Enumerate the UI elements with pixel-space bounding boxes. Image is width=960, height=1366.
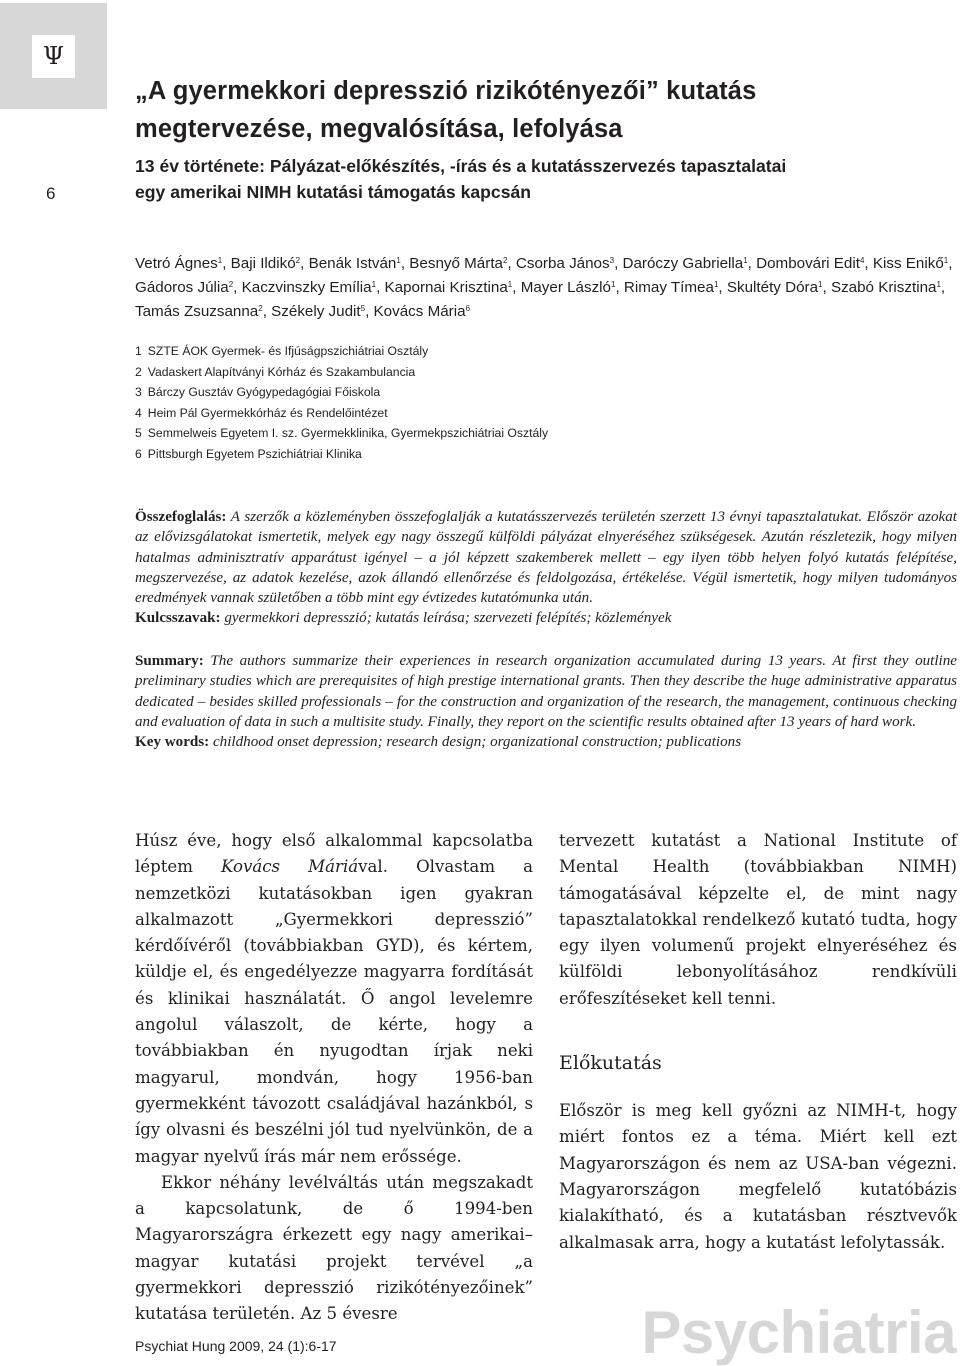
- body-text: Húsz éve, hogy első alkalommal kapcsolatba léptem: [135, 831, 533, 877]
- author-affiliation-sup: 1: [943, 256, 949, 265]
- affiliation-text: Bárczy Gusztáv Gyógypedagógiai Főiskola: [147, 385, 381, 399]
- author-item: [756, 255, 864, 272]
- author-item: [135, 303, 263, 320]
- author-name: Besnyő Márta: [409, 255, 503, 272]
- affiliation-number: 4: [135, 405, 142, 420]
- affiliation-item: [135, 403, 935, 424]
- author-affiliation-sup: 4: [859, 256, 865, 265]
- author-name: Szabó Krisztina: [830, 278, 937, 296]
- author-item: [374, 303, 470, 320]
- author-affiliation-sup: 1: [371, 279, 377, 289]
- author-name: Benák István: [308, 255, 397, 272]
- title-line-2: megtervezése, megvalósítása, lefolyása: [135, 115, 623, 143]
- abstract-hu-body: [135, 507, 957, 608]
- journal-brand: Psychiatria: [641, 1299, 956, 1366]
- body-paragraph-1: [135, 828, 533, 1170]
- abstract-english: [135, 651, 957, 752]
- affiliation-text: Vadaskert Alapítványi Kórház és Szakambulancia: [147, 364, 416, 379]
- keywords-en-label: Key words:: [135, 734, 210, 751]
- author-item: [309, 255, 401, 272]
- affiliation-list: [135, 341, 935, 464]
- affiliation-text: SZTE ÁOK Gyermek- és Ifjúságpszichiátriai Osztály: [147, 344, 429, 358]
- author-item: [516, 255, 614, 272]
- keywords-hu-text: gyermekkori depresszió; kutatás leírása; szervezeti felépítés; közlemények: [220, 610, 672, 627]
- body-paragraph-2: Ekkor néhány levélváltás után megszakadt a kapcsolatunk, de ő 1994-ben Magyarországra érkezett egy nagy amerikai–magyar kutatási projekt tervével „a gyermekkori depresszió rizikótényezőinek” kutatása területén. Az 5 évesre: [135, 1172, 533, 1324]
- author-affiliation-sup: 2: [295, 256, 301, 265]
- author-item: [831, 279, 941, 296]
- keywords-en-text: childhood onset depression; research design; organizational construction; publications: [209, 734, 742, 751]
- author-item: [727, 279, 823, 296]
- author-item: [873, 255, 948, 272]
- author-affiliation-sup: 2: [502, 256, 508, 265]
- author-item: [135, 279, 233, 296]
- body-column-right: [559, 828, 957, 1256]
- person-name-emphasis: Kovács Máriá: [221, 857, 359, 877]
- article-title: [135, 72, 935, 148]
- journal-citation: Psychiat Hung 2009, 24 (1):6-17: [135, 1338, 337, 1354]
- author-item: [135, 255, 222, 272]
- subtitle-line-2: egy amerikai NIMH kutatási támogatás kapcsán: [135, 182, 532, 202]
- author-item: [271, 303, 365, 320]
- keywords-en: [135, 732, 957, 752]
- body-column-left: [135, 828, 533, 1328]
- article-subtitle: [135, 153, 955, 205]
- author-name: Dombovári Edit: [756, 255, 860, 272]
- author-name: Skultéty Dóra: [726, 278, 819, 296]
- author-name: Gádoros Júlia: [135, 278, 229, 296]
- author-name: Kaczvinszky Emília: [241, 278, 372, 296]
- keywords-hu: [135, 608, 957, 628]
- body-paragraph-3: tervezett kutatást a National Institute of Mental Health (továbbiakban NIMH) támogatásával képzelte el, de mint nagy tapasztalatokkal rendelkező kutató tudta, hogy egy ilyen volumenű projekt elnyeréséhez és külföldi lebonyolításához rendkívüli erőfeszítéseket kell tenni.: [559, 831, 957, 1008]
- author-affiliation-sup: 1: [936, 279, 941, 289]
- abstract-hungarian: [135, 507, 957, 629]
- author-affiliation-sup: 1: [611, 279, 616, 289]
- journal-logo-box: [0, 3, 107, 109]
- author-name: Rimay Tímea: [623, 278, 714, 296]
- author-name: Tamás Zsuzsanna: [135, 302, 259, 320]
- author-name: Daróczy Gabriella: [622, 255, 744, 272]
- abstract-en-text: The authors summarize their experiences in research organization accumulated during 13 years. At first they outline preliminary studies which are prerequisites of high prestige international grants. Then they describe the huge administrative apparatus dedicated – besides skilled professionals – for the construction and organization of the research, the management, continuous checking and evaluation of data in such a multisite study. Finally, they report on the scientific results obtained after 13 years of hard work.: [135, 653, 957, 730]
- title-line-1: „A gyermekkori depresszió rizikótényezői” kutatás: [135, 77, 757, 105]
- affiliation-item: [135, 382, 935, 403]
- author-name: Székely Judit: [271, 302, 361, 320]
- body-paragraph-4: Először is meg kell győzni az NIMH-t, hogy miért fontos ez a téma. Miért kell ezt Magyarországon és nem az USA-ban végezni. Magyarországon megfelelő kutatóbázis kialakítható, és a kutatásban résztvevők alkalmasak arra, hogy a kutatást lefolytassák.: [559, 1101, 957, 1252]
- keywords-hu-label: Kulcsszavak:: [135, 610, 221, 627]
- author-affiliation-sup: 5: [360, 303, 366, 313]
- affiliation-number: 6: [135, 446, 142, 461]
- author-name: Mayer László: [520, 278, 612, 296]
- author-name: Csorba János: [515, 255, 610, 272]
- abstract-en-label: Summary:: [135, 653, 204, 669]
- author-affiliation-sup: 1: [713, 279, 719, 289]
- author-name: Baji Ildikó: [230, 255, 296, 272]
- abstract-hu-label: Összefoglalás:: [135, 509, 227, 525]
- affiliation-number: 1: [135, 344, 142, 358]
- author-item: [521, 279, 616, 296]
- author-affiliation-sup: 1: [507, 279, 513, 289]
- author-item: [624, 279, 718, 296]
- author-item: [385, 279, 513, 296]
- affiliation-text: Pittsburgh Egyetem Pszichiátriai Klinika: [147, 446, 362, 461]
- affiliation-text: Heim Pál Gyermekkórház és Rendelőintézet: [147, 405, 388, 420]
- author-item: [623, 255, 748, 272]
- author-affiliation-sup: 1: [818, 279, 823, 289]
- body-text: val. Olvastam a nemzetközi kutatásokban igen gyakran alkalmazott „Gyermekkori depresszió” kérdőívéről (továbbiakban GYD), és kértem, küldje el, és engedélyezze magyarra fordítását és klinikai használatát. Ő angol levelemre angolul válaszolt, de kérte, hogy a továbbiakban én nyugodtan írjak neki magyarul, mondván, hogy 1956-ban gyermekként távozott családjával hazánkból, s így olvasni és beszélni jól tud nyelvünkön, de a magyar nyelvű írás már nem erőssége.: [135, 857, 534, 1166]
- author-name: Vetró Ágnes: [135, 255, 218, 272]
- affiliation-item: [135, 362, 935, 383]
- subtitle-line-1: 13 év története: Pályázat-előkészítés, -írás és a kutatásszervezés tapasztalatai: [135, 156, 787, 176]
- author-item: [409, 255, 507, 272]
- author-list: Vetró Ágnes$^1$, Baji Ildikó$^2$, Benák István$^1$, Besnyő Márta$^2$, Csorba János$^3$, Daróczy Gabriella$^1$, Dombovári Edit$^4$, Kiss Enikő$^1$, Gádoros Júlia$^2$, Kaczvinszky Emília$^1$, Kapornai Krisztina$^1$, Mayer László$^1$, Rimay Tímea$^1$, Skultéty Dóra$^1$, Szabó Krisztina$^1$, Tamás Zsuzsanna$^2$, Székely Judit$^5$, Kovács Mária$^6$: [135, 255, 953, 320]
- author-affiliation-sup: 1: [743, 256, 748, 265]
- psi-logo-icon: Ψ: [32, 35, 75, 78]
- author-affiliation-sup: 1: [396, 256, 401, 265]
- affiliation-number: 2: [135, 364, 142, 379]
- affiliation-text: Semmelweis Egyetem I. sz. Gyermekklinika, Gyermekpszichiátriai Osztály: [147, 426, 549, 440]
- author-affiliation-sup: 2: [228, 279, 234, 289]
- author-item: [242, 279, 376, 296]
- author-name: Kapornai Krisztina: [384, 278, 508, 296]
- affiliation-item: [135, 444, 935, 465]
- affiliation-number: 3: [135, 385, 142, 399]
- section-heading: Előkutatás: [559, 1052, 662, 1075]
- author-name: Kiss Enikő: [872, 255, 944, 272]
- author-affiliation-sup: 6: [465, 303, 471, 313]
- affiliation-item: [135, 423, 935, 444]
- author-affiliation-sup: 1: [217, 256, 223, 265]
- author-item: [231, 255, 300, 272]
- author-name: Kovács Mária: [373, 302, 466, 320]
- abstract-en-body: [135, 651, 957, 732]
- author-affiliation-sup: 2: [258, 303, 263, 313]
- abstract-hu-text: A szerzők a közleményben összefoglalják a kutatásszervezés területén szerzett 13 évnyi tapasztalatukat. Először azokat az elővizsgálatokat ismertetik, melyek egy nagy összegű külföldi pályázat elnyeréséhez szükségesek. Azután részletezik, hogy milyen hatalmas adminisztratív apparátust igényel – a jól képzett szakemberek mellett – egy ilyen több helyen folyó kutatás felépítése, megszervezése, az adatok kezelése, azok állandó ellenőrzése és feldolgozása, értékelése. Végül ismertetik, hogy milyen tudományos eredmények vannak születőben a több mint egy évtizedes kutatómunka után.: [135, 509, 957, 607]
- affiliation-item: [135, 341, 935, 362]
- page-number: 6: [46, 184, 56, 203]
- affiliation-number: 5: [135, 426, 142, 440]
- author-affiliation-sup: 3: [609, 256, 615, 265]
